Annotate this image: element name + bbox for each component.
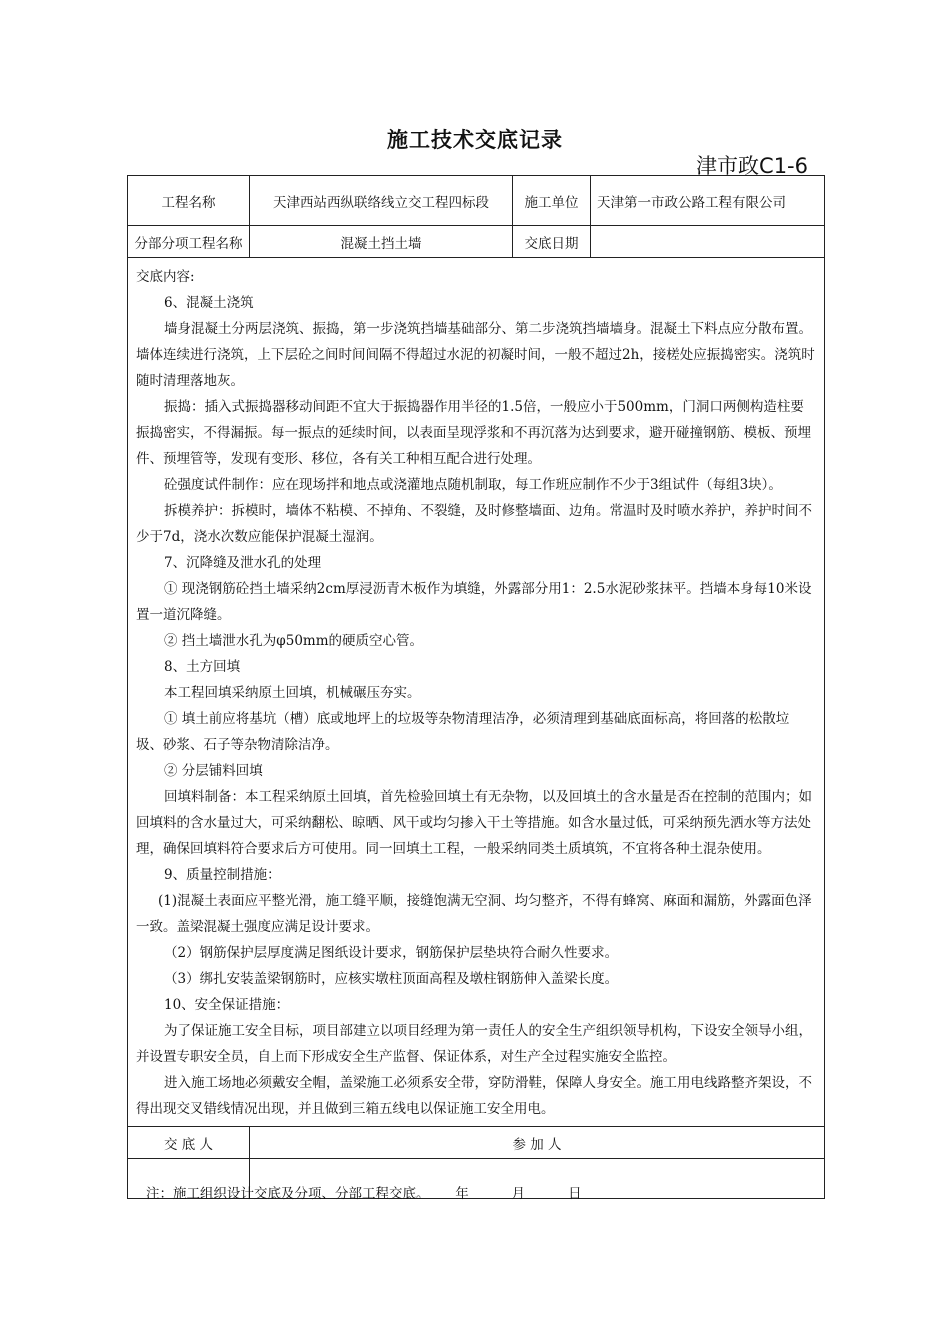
content-paragraph: ② 挡土墙泄水孔为φ50mm的硬质空心管。: [164, 633, 424, 649]
content-paragraph: ① 现浇钢筋砼挡土墙采纳2cm厚浸沥青木板作为填缝，外露部分用1：2.5水泥砂浆抹平。挡墙本身每10米设置一道沉降缝。: [136, 581, 812, 623]
sub-project-label: 分部分项工程名称: [128, 226, 250, 258]
footer-note: 注：施工组织设计交底及分项、分部工程交底。 年 月 日: [146, 1186, 582, 1202]
content-paragraph: 回填料制备：本工程采纳原土回填，首先检验回填土有无杂物，以及回填土的含水量是否在控制的范围内；如回填料的含水量过大，可采纳翻松、晾晒、风干或均匀掺入干土等措施。如含水量过低，可采纳预先洒水等方法处理，确保回填料符合要求后方可使用。同一回填土工程，一般采纳同类土质填筑，不宜将各种土混杂使用。: [136, 789, 812, 857]
content-paragraph: 9、质量控制措施：: [164, 867, 281, 883]
content-paragraph: （3）绑扎安装盖梁钢筋时，应核实墩柱顶面高程及墩柱钢筋伸入盖梁长度。: [164, 971, 619, 987]
content-paragraph: 8、土方回填: [164, 659, 241, 675]
content-paragraph: 6、混凝土浇筑: [164, 295, 254, 311]
content-paragraph: 墙身混凝土分两层浇筑、振捣，第一步浇筑挡墙基础部分、第二步浇筑挡墙墙身。混凝土下料点应分散布置。墙体连续进行浇筑，上下层砼之间时间间隔不得超过水泥的初凝时间，一般不超过2h，接槎处应振捣密实。浇筑时随时清理落地灰。: [136, 321, 815, 389]
sub-project-value: 混凝土挡土墙: [250, 226, 513, 258]
content-paragraph: 为了保证施工安全目标，项目部建立以项目经理为第一责任人的安全生产组织领导机构，下设安全领导小组，并设置专职安全员，自上而下形成安全生产监督、保证体系，对生产全过程实施安全监控。: [136, 1023, 812, 1065]
content-paragraph: ① 填土前应将基坑（槽）底或地坪上的垃圾等杂物清理洁净，必须清理到基础底面标高，将回落的松散垃圾、砂浆、石子等杂物清除洁净。: [136, 711, 790, 753]
content-paragraph: 振捣：插入式振捣器移动间距不宜大于振捣器作用半径的1.5倍，一般应小于500mm，门洞口两侧构造柱要振捣密实，不得漏振。每一振点的延续时间，以表面呈现浮浆和不再沉落为达到要求，避开碰撞钢筋、模板、预埋件、预埋管等，发现有变形、移位，各有关工种相互配合进行处理。: [136, 399, 811, 467]
content-paragraph: (1)混凝土表面应平整光滑，施工缝平顺，接缝饱满无空洞、均匀整齐，不得有蜂窝、麻面和漏筋，外露面色泽一致。盖梁混凝土强度应满足设计要求。: [136, 893, 812, 935]
content-paragraph: 进入施工场地必须戴安全帽，盖梁施工必须系安全带，穿防滑鞋，保障人身安全。施工用电线路整齐架设，不得出现交叉错线情况出现，并且做到三箱五线电以保证施工安全用电。: [136, 1075, 812, 1117]
disclosure-date-value: [591, 226, 825, 258]
disclosure-content: [128, 258, 825, 1127]
disclosure-date-label: 交底日期: [513, 226, 591, 258]
construction-unit-label: 施工单位: [513, 176, 591, 226]
content-paragraph: 7、沉降缝及泄水孔的处理: [164, 555, 322, 571]
content-paragraph: 10、安全保证措施：: [164, 997, 290, 1013]
project-name-label: 工程名称: [128, 176, 250, 226]
content-paragraph: （2）钢筋保护层厚度满足图纸设计要求，钢筋保护层垫块符合耐久性要求。: [164, 945, 619, 961]
participants-label: 参 加 人: [250, 1127, 825, 1159]
document-title: 施工技术交底记录: [387, 127, 563, 152]
form-code: 津市政C1-6: [696, 154, 808, 178]
construction-unit-value: 天津第一市政公路工程有限公司: [591, 176, 825, 226]
presenter-label: 交 底 人: [128, 1127, 250, 1159]
content-paragraph: 本工程回填采纳原土回填，机械碾压夯实。: [164, 685, 421, 701]
content-paragraph: ② 分层铺料回填: [164, 763, 263, 779]
project-name-value: 天津西站西纵联络线立交工程四标段: [250, 176, 513, 226]
content-paragraph: 拆模养护：拆模时，墙体不粘模、不掉角、不裂缝，及时修整墙面、边角。常温时及时喷水养护，养护时间不少于7d，浇水次数应能保护混凝土湿润。: [136, 503, 812, 545]
content-paragraph: 砼强度试件制作：应在现场拌和地点或浇灌地点随机制取，每工作班应制作不少于3组试件（每组3块）。: [164, 477, 782, 493]
disclosure-form-table: [127, 175, 825, 1199]
content-heading: 交底内容:: [136, 269, 195, 285]
